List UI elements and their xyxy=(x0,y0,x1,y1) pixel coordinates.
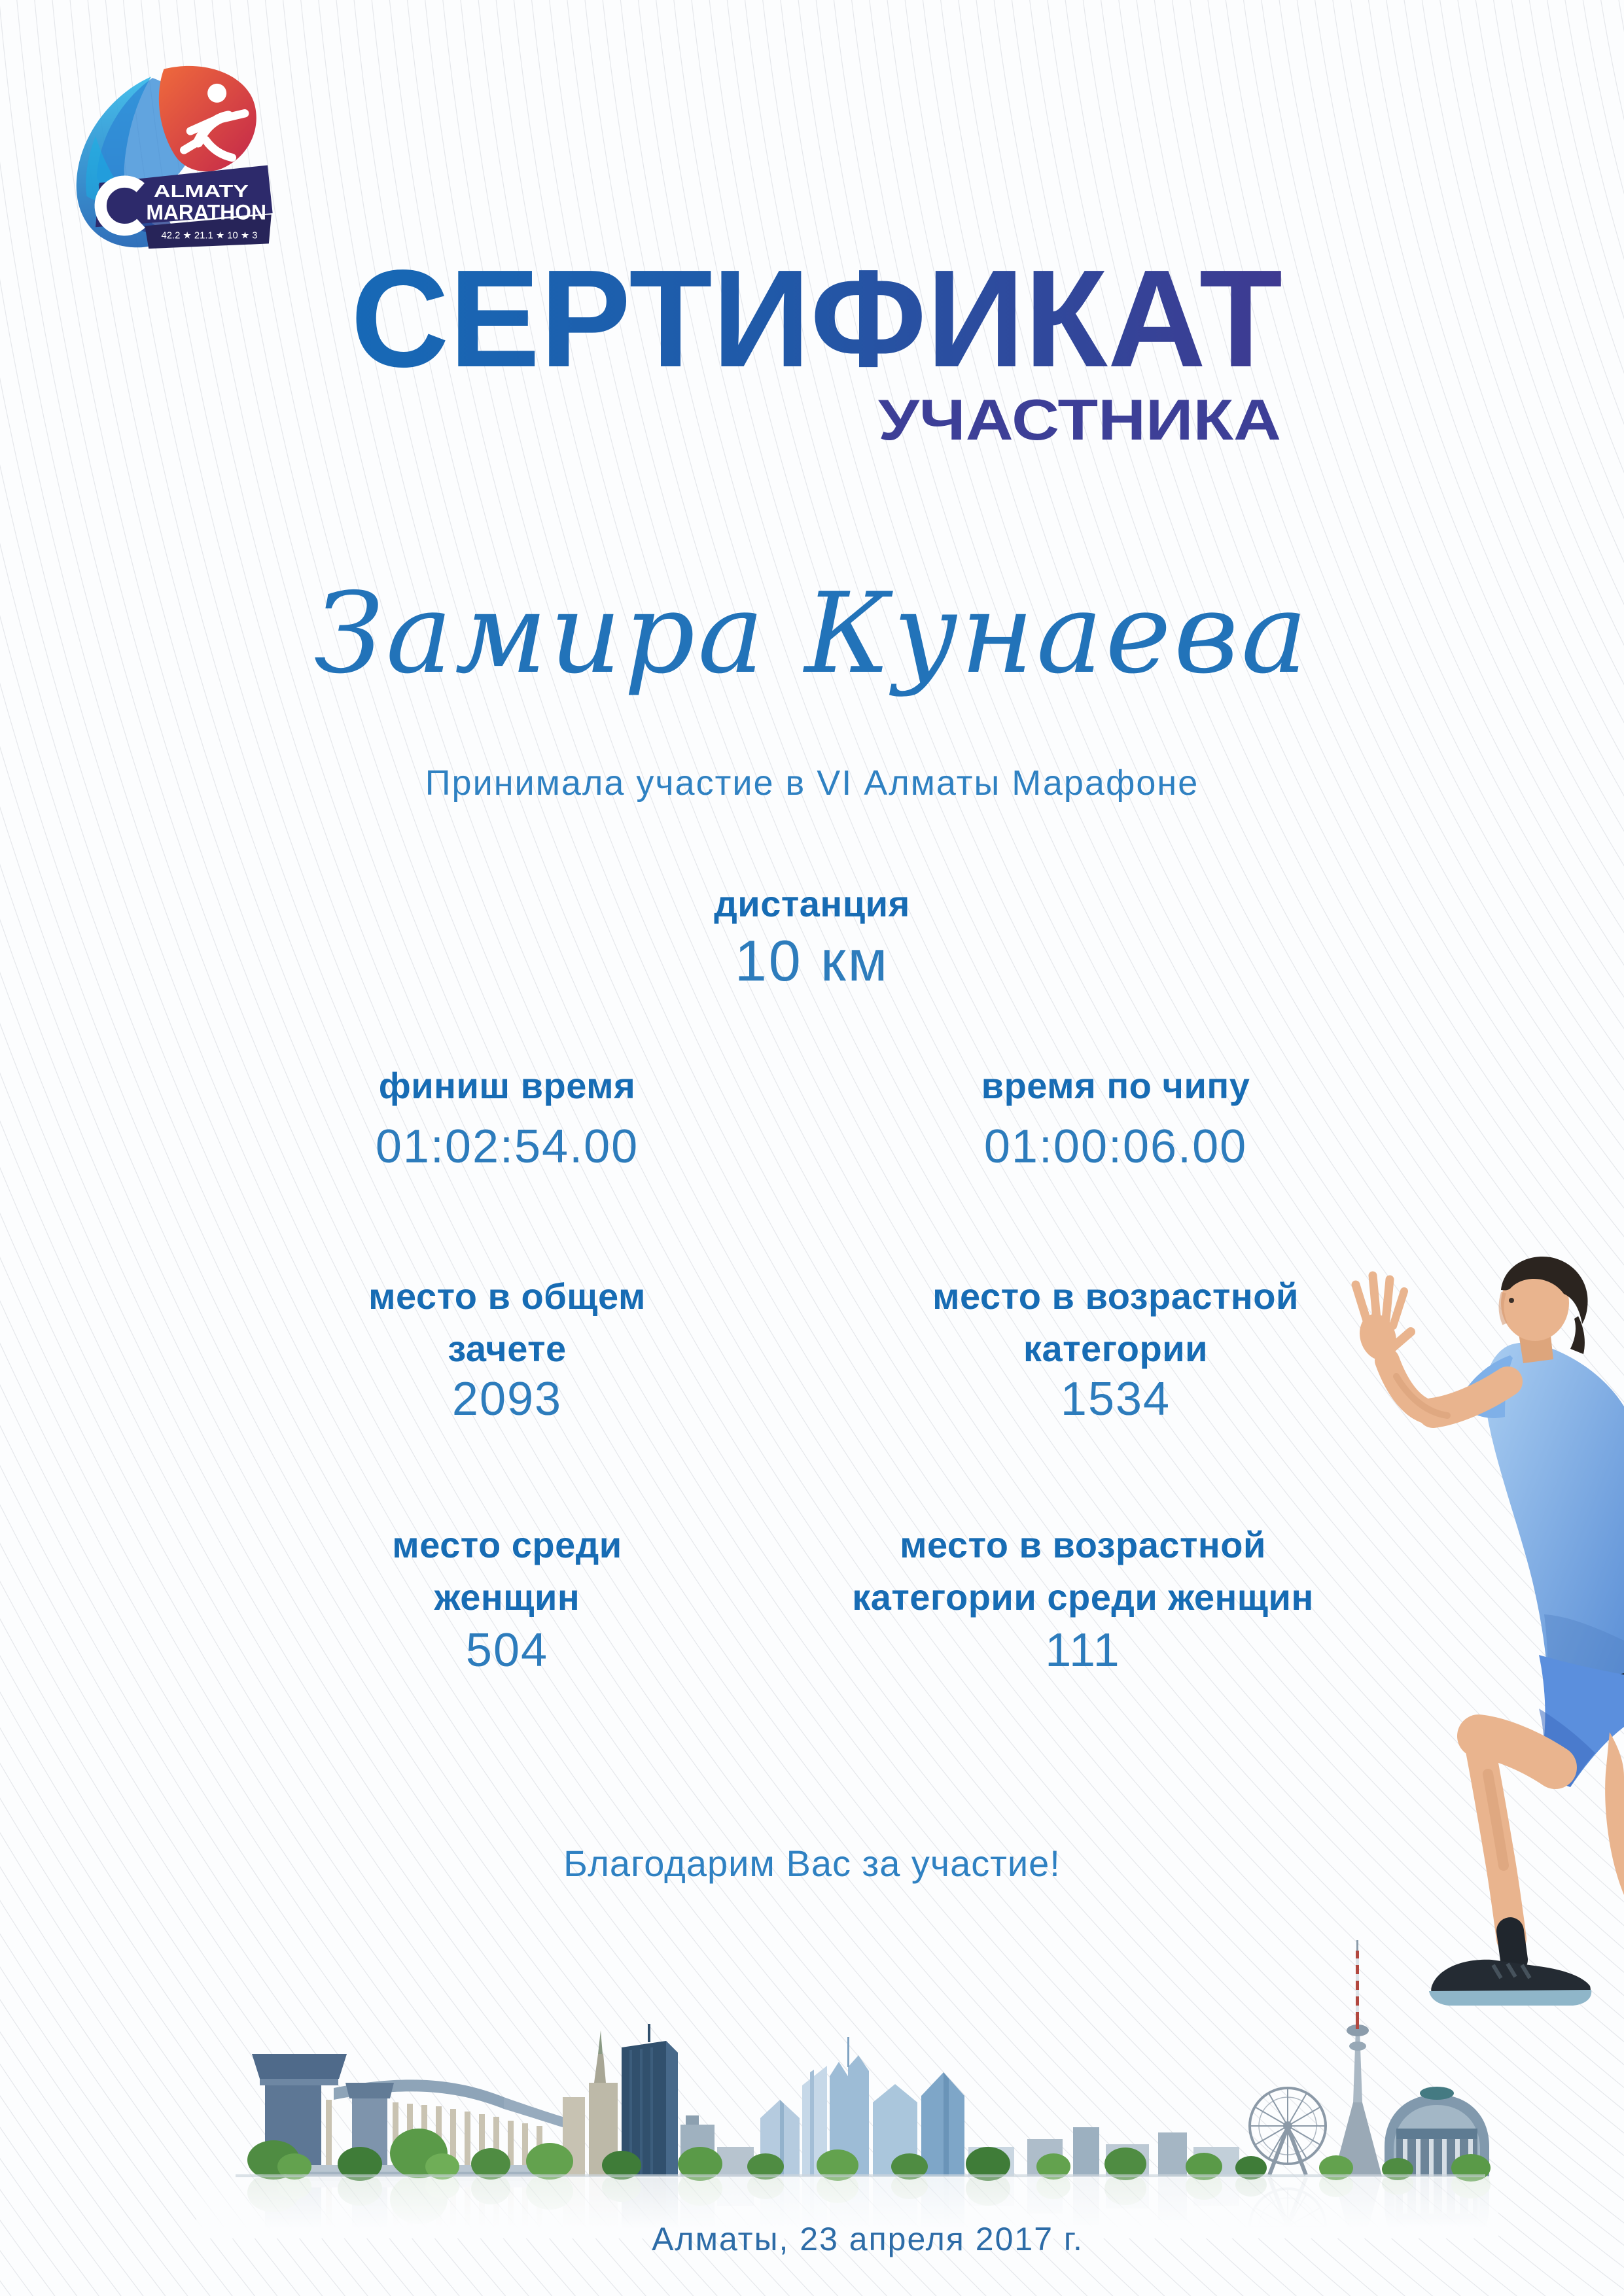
distance-label: дистанция xyxy=(714,883,910,924)
participant-name: Замира Кунаева xyxy=(313,569,1311,699)
result-label-line: категории среди женщин xyxy=(852,1576,1314,1618)
result-value-age-category-women-place: 111 xyxy=(1045,1624,1121,1677)
result-label-finish-time xyxy=(196,1060,818,1112)
page-title: СЕРТИФИКАТ xyxy=(351,250,1282,394)
logo-text-almaty: ALMATY xyxy=(153,181,249,201)
result-value-overall-place: 2093 xyxy=(451,1373,563,1425)
thanks-line: Благодарим Вас за участие! xyxy=(563,1843,1061,1884)
runner-front-leg xyxy=(1479,1736,1555,1939)
distance-value: 10 км xyxy=(734,928,890,993)
result-label-line: место в общем xyxy=(368,1276,646,1317)
result-label-women-place xyxy=(196,1519,818,1624)
result-value-women-place: 504 xyxy=(465,1624,549,1677)
result-label-line: финиш время xyxy=(378,1065,636,1106)
result-label-line: место среди xyxy=(392,1524,622,1565)
city-skyline-illustration xyxy=(196,1931,1498,2238)
result-value-finish-time: 01:02:54.00 xyxy=(375,1121,639,1173)
result-label-line: место в возрастной xyxy=(932,1276,1299,1317)
tv-tower xyxy=(1333,1940,1382,2176)
runner-hand xyxy=(1354,1276,1411,1365)
place-date-line: Алматы, 23 апреля 2017 г. xyxy=(652,2221,1084,2257)
result-value-chip-time: 01:00:06.00 xyxy=(983,1121,1248,1173)
result-value-age-category-place: 1534 xyxy=(1060,1373,1171,1425)
logo-text-distances: 42.2 ★ 21.1 ★ 10 ★ 3 xyxy=(161,230,258,241)
participation-line: Принимала участие в VI Алматы Марафоне xyxy=(425,763,1199,803)
almaty-marathon-logo xyxy=(58,60,285,254)
runner-back-leg xyxy=(1605,1732,1624,1895)
runner-sock xyxy=(1510,1931,1514,1960)
result-label-age-category-women-place xyxy=(772,1519,1394,1624)
runner-photo-illustration xyxy=(1330,1251,1624,2019)
result-label-line: зачете xyxy=(448,1328,567,1370)
result-label-overall-place xyxy=(196,1270,818,1375)
result-label-line: место в возрастной xyxy=(900,1524,1266,1565)
logo-text-marathon: MARATHON xyxy=(146,200,266,224)
certificate-title xyxy=(351,250,1286,394)
result-label-line: женщин xyxy=(434,1576,580,1618)
page-subtitle: УЧАСТНИКА xyxy=(878,387,1281,452)
result-label-line: время по чипу xyxy=(981,1065,1250,1106)
result-label-line: категории xyxy=(1023,1328,1209,1370)
result-label-chip-time xyxy=(805,1060,1426,1112)
certificate-subtitle xyxy=(870,385,1289,455)
